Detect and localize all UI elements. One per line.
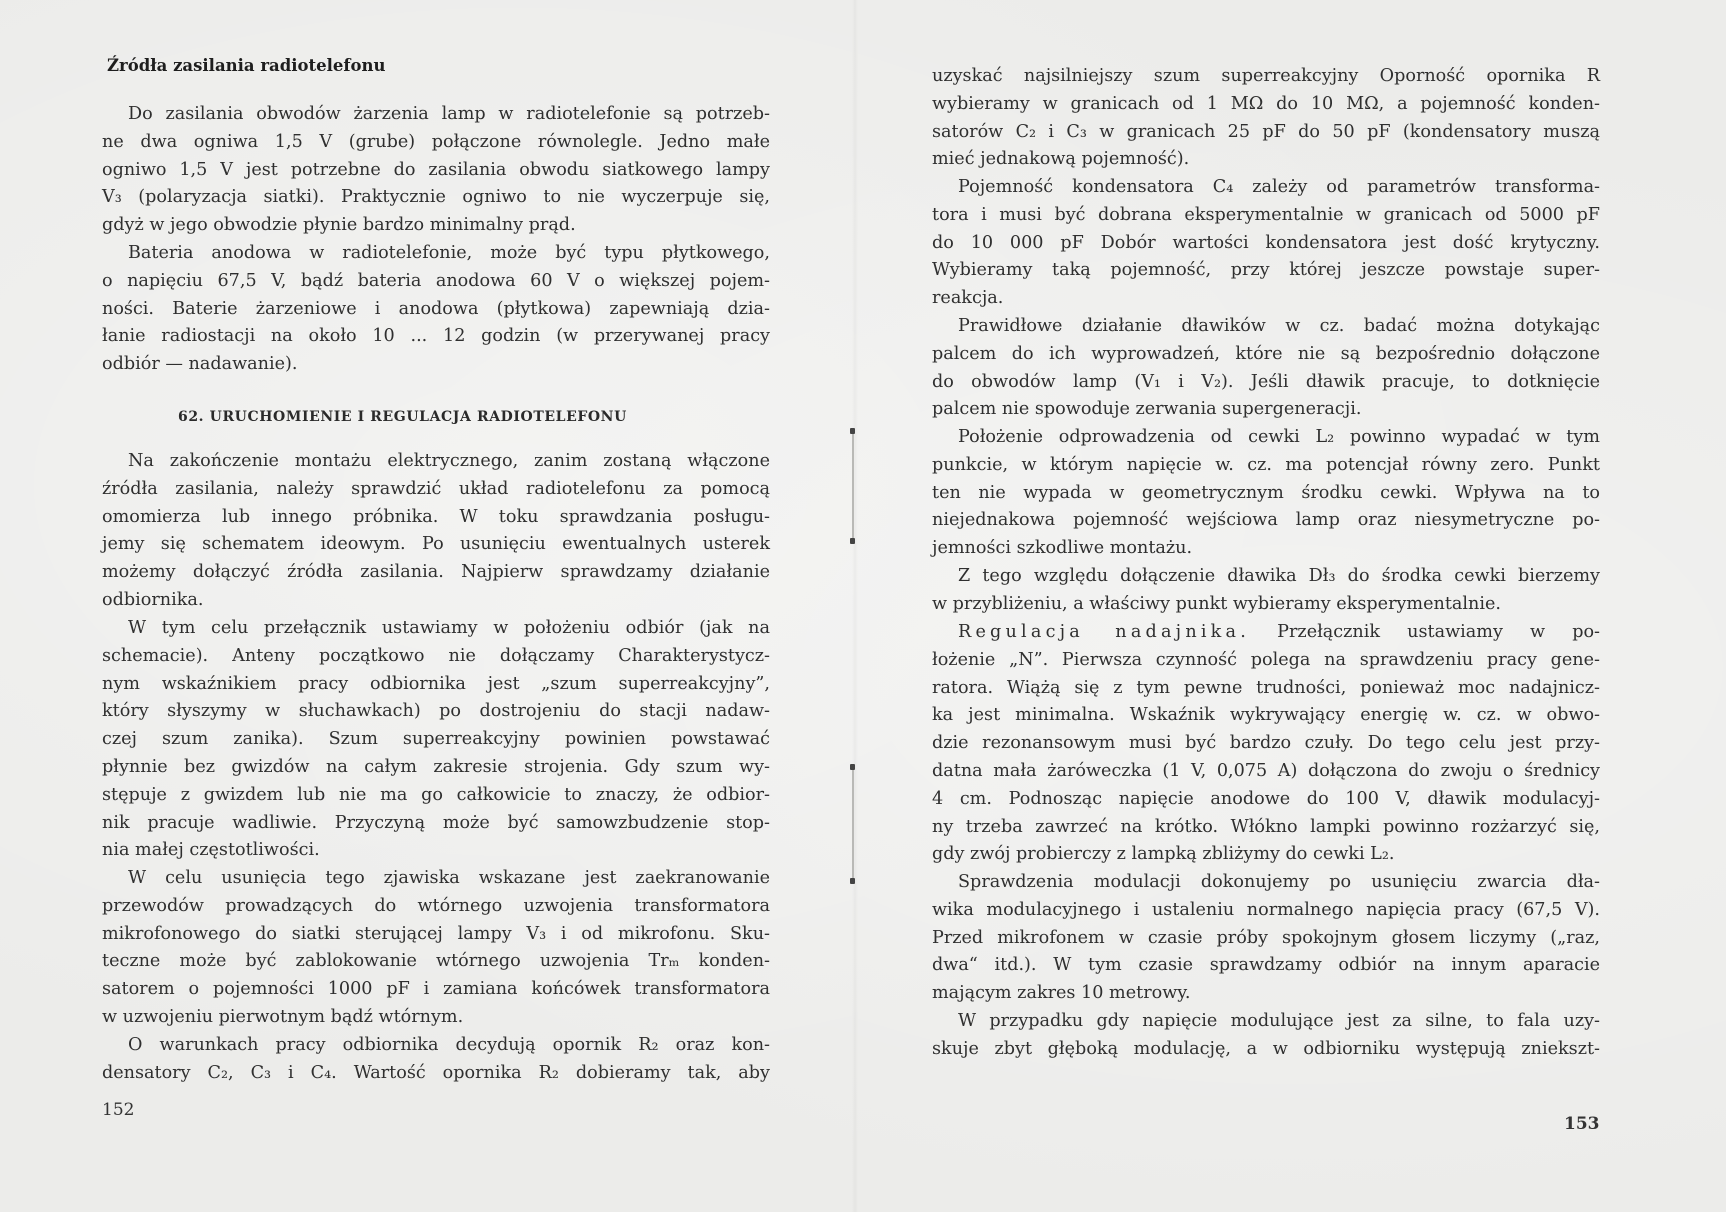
text-line: Bateria anodowa w radiotelefonie, może być typu płytkowego, xyxy=(128,243,770,263)
text-line: możemy dołączyć źródła zasilania. Najpierw sprawdzamy działanie xyxy=(102,562,770,583)
text-line: palcem nie spowoduje zerwania supergeneracji. xyxy=(932,399,1362,420)
text-line: skuje zbyt głęboką modulację, a w odbiorniku występują zniekszt- xyxy=(932,1038,1600,1059)
text-line: wika modulacyjnego i ustaleniu normalnego napięcia pracy (67,5 V). xyxy=(932,899,1600,920)
text-line xyxy=(932,619,1600,647)
text-line: jemy się schematem ideowym. Po usunięciu ewentualnych usterek xyxy=(102,534,770,555)
text-line: odbiór — nadawanie). xyxy=(102,354,298,375)
text-line: w przybliżeniu, a właściwy punkt wybieramy eksperymentalnie. xyxy=(932,593,1502,614)
text-line: o napięciu 67,5 V, bądź bateria anodowa 60 V o większej pojem- xyxy=(102,270,770,291)
text-line: w uzwojeniu pierwotnym bądź wtórnym. xyxy=(102,1006,464,1027)
text-line: ne dwa ogniwa 1,5 V (grube) połączone równolegle. Jedno małe xyxy=(102,131,770,152)
paragraph xyxy=(102,448,770,615)
text-line: mającym zakres 10 metrowy. xyxy=(932,983,1191,1004)
text-line: przewodów prowadzących do wtórnego uzwojenia transformatora xyxy=(102,895,770,916)
paragraph xyxy=(932,313,1600,424)
paragraph xyxy=(932,63,1600,174)
text-line: gdy zwój probierczy z lampką zbliżymy do cewki L₂. xyxy=(932,844,1395,865)
text-line: mikrofonowego do siatki sterującej lampy V₃ i od mikrofonu. Sku- xyxy=(102,923,770,944)
text-line: ny trzeba zawrzeć na krótko. Włókno lampki powinno rozżarzyć się, xyxy=(932,816,1600,837)
text-line: datna mała żaróweczka (1 V, 0,075 A) dołączona do zwoju o średnicy xyxy=(932,760,1600,781)
text-line: źródła zasilania, należy sprawdzić układ radiotelefonu za pomocą xyxy=(102,478,770,499)
text-line: schemacie). Anteny początkowo nie dołączamy Charakterystycz- xyxy=(102,645,770,666)
text-line: gdyż w jego obwodzie płynie bardzo minimalny prąd. xyxy=(102,215,576,236)
paragraph xyxy=(932,563,1600,619)
text-line: Wybieramy taką pojemność, przy której jeszcze powstaje super- xyxy=(932,260,1600,281)
text-line: Pojemność kondensatora C₄ zależy od parametrów transforma- xyxy=(958,177,1600,197)
text-line: densatory C₂, C₃ i C₄. Wartość opornika R₂ dobieramy tak, aby xyxy=(102,1062,770,1083)
text-line: łożenie „N”. Pierwsza czynność polega na sprawdzeniu pracy gene- xyxy=(932,649,1600,670)
text-line: palcem do ich wyprowadzeń, które nie są bezpośrednio dołączone xyxy=(932,343,1600,364)
text-line: Sprawdzenia modulacji dokonujemy po usunięciu zwarcia dła- xyxy=(958,872,1600,892)
run-in-heading: Regulacja nadajnika. xyxy=(958,622,1251,642)
text-line: 4 cm. Podnosząc napięcie anodowe do 100 V, dławik modulacyj- xyxy=(932,788,1600,809)
text-line: W tym celu przełącznik ustawiamy w położeniu odbiór (jak na xyxy=(128,618,770,638)
text-line: satorem o pojemności 1000 pF i zamiana końcówek transformatora xyxy=(102,979,770,1000)
text-line: jemności szkodliwe montażu. xyxy=(932,538,1193,559)
page-number: 152 xyxy=(102,1100,135,1120)
text-line: nik pracuje wadliwie. Przyczyną może być samowzbudzenie stop- xyxy=(102,812,770,833)
left-page xyxy=(0,0,858,1212)
paragraph xyxy=(102,615,770,865)
paragraph xyxy=(932,869,1600,1008)
paragraph xyxy=(102,1032,770,1088)
text-line: Z tego względu dołączenie dławika Dł₃ do środka cewki bierzemy xyxy=(958,566,1600,586)
text-line: ten nie wypada w geometrycznym środku cewki. Wpływa na to xyxy=(932,482,1600,503)
text-line: W celu usunięcia tego zjawiska wskazane jest zaekranowanie xyxy=(128,868,770,888)
text-line: Na zakończenie montażu elektrycznego, zanim zostaną włączone xyxy=(128,451,770,471)
text-run: Przełącznik ustawiamy w po- xyxy=(1277,622,1600,642)
text-line: satorów C₂ i C₃ w granicach 25 pF do 50 pF (kondensatory muszą xyxy=(932,121,1600,142)
text-line: nym wskaźnikiem pracy odbiornika jest „szum superreakcyjny”, xyxy=(102,673,770,694)
text-line: Prawidłowe działanie dławików w cz. badać można dotykając xyxy=(958,316,1600,336)
text-line: punkcie, w którym napięcie w. cz. ma potencjał równy zero. Punkt xyxy=(932,454,1600,475)
text-line: Przed mikrofonem w czasie próby spokojnym głosem liczymy („raz, xyxy=(932,927,1600,948)
page-number: 153 xyxy=(1564,1114,1600,1134)
text-line: niejednakowa pojemność wejściowa lamp oraz niesymetryczne po- xyxy=(932,510,1600,531)
text-line: omomierza lub innego próbnika. W toku sprawdzania posługu- xyxy=(102,506,770,527)
paragraph xyxy=(932,424,1600,563)
text-line: stępuje z gwizdem lub nie ma go całkowicie to znaczy, że odbior- xyxy=(102,784,770,805)
text-line: do obwodów lamp (V₁ i V₂). Jeśli dławik pracuje, to dotknięcie xyxy=(932,371,1600,392)
text-line: Do zasilania obwodów żarzenia lamp w radiotelefonie są potrzeb- xyxy=(128,104,770,124)
text-line: O warunkach pracy odbiornika decydują opornik R₂ oraz kon- xyxy=(128,1035,770,1055)
text-line: tora i musi być dobrana eksperymentalnie w granicach od 5000 pF xyxy=(932,204,1600,225)
paragraph xyxy=(932,619,1600,869)
paragraph xyxy=(102,101,770,240)
text-line: ka jest minimalna. Wskaźnik wykrywający energię w. cz. w obwo- xyxy=(932,705,1600,726)
subheading: Źródła zasilania radiotelefonu xyxy=(107,56,386,75)
text-line: który słyszymy w słuchawkach) po dostrojeniu do stacji nadaw- xyxy=(102,701,770,722)
text-line: uzyskać najsilniejszy szum superreakcyjny Oporność opornika R xyxy=(932,66,1600,86)
text-line: teczne może być zablokowanie wtórnego uzwojenia Trₘ konden- xyxy=(102,951,770,972)
text-line: dwa“ itd.). W tym czasie sprawdzamy odbiór na innym aparacie xyxy=(932,955,1600,976)
text-line: czej szum zanika). Szum superreakcyjny powinien powstawać xyxy=(102,729,770,750)
text-line: dzie rezonansowym musi być bardzo czuły. Do tego celu jest przy- xyxy=(932,733,1600,754)
text-line: mieć jednakową pojemność). xyxy=(932,149,1190,170)
text-line: ogniwo 1,5 V jest potrzebne do zasilania obwodu siatkowego lampy xyxy=(102,159,770,180)
paragraph xyxy=(932,174,1600,313)
text-line: Położenie odprowadzenia od cewki L₂ powinno wypadać w tym xyxy=(958,427,1600,447)
text-line: nia małej częstotliwości. xyxy=(102,840,320,861)
paragraph xyxy=(102,865,770,1032)
text-line: do 10 000 pF Dobór wartości kondensatora jest dość krytyczny. xyxy=(932,232,1600,253)
text-line: V₃ (polaryzacja siatki). Praktycznie ogniwo to nie wyczerpuje się, xyxy=(102,187,770,208)
text-line: ności. Baterie żarzeniowe i anodowa (płytkowa) zapewniają dzia- xyxy=(102,298,770,319)
section-heading: 62. URUCHOMIENIE I REGULACJA RADIOTELEFONU xyxy=(178,409,627,425)
paragraph xyxy=(932,1008,1600,1064)
text-line: płynnie bez gwizdów na całym zakresie strojenia. Gdy szum wy- xyxy=(102,756,770,777)
text-line: odbiornika. xyxy=(102,589,204,610)
text-line: reakcja. xyxy=(932,288,1004,309)
text-line: wybieramy w granicach od 1 MΩ do 10 MΩ, a pojemność konden- xyxy=(932,93,1600,114)
text-line: W przypadku gdy napięcie modulujące jest za silne, to fala uzy- xyxy=(958,1011,1600,1031)
text-line: ratora. Wiążą się z tym pewne trudności, ponieważ moc nadajnicz- xyxy=(932,677,1600,698)
paragraph xyxy=(102,240,770,379)
text-line: łanie radiostacji na około 10 ... 12 godzin (w przerywanej pracy xyxy=(102,326,770,347)
